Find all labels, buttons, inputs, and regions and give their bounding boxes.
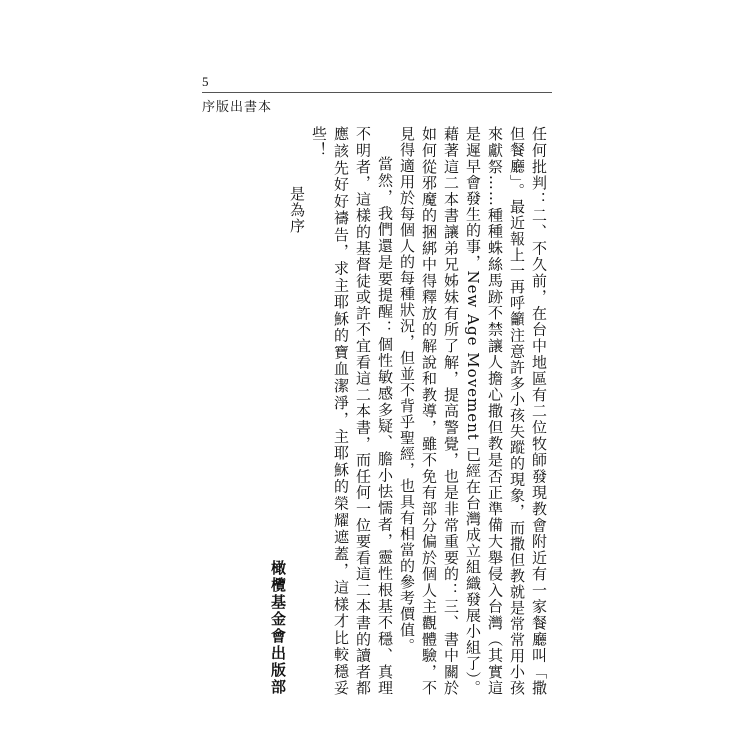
paragraph-1: 任何批判：二、不久前，在台中地區有二位牧師發現教會附近有一家餐廳叫「撒但餐廳」。最近報上一再呼籲注意許多小孩失蹤的現象，而撒但教就是常常用小孩來獻祭……種種蛛絲馬跡不禁讓人擔心撒但教是否正準備大舉侵入台灣（其實這是遲早會發生的事，New Age Movement 已經在台灣成立組織發展小組了）。藉著這二本書讓弟兄姊妹有所了解，提高警覺，也是非常重要的：三、書中關於如何從邪魔的捆綁中得釋放的解說和教導，雖不免有部分偏於個人主觀體驗，不見得適用於每個人的每種狀況，但並不背乎聖經，也具有相當的參考價值。 — [398, 126, 548, 696]
signoff-line: 是為序 — [288, 186, 306, 234]
preface-body — [276, 126, 550, 696]
running-head: 序版出書本 — [202, 100, 273, 115]
header-rule — [202, 92, 552, 93]
publisher-signature: 橄欖基金會出版部 — [269, 560, 287, 696]
page-number: 5 — [202, 74, 209, 89]
paragraph-2: 當然，我們還是要提醒：個性敏感多疑、膽小怯懦者，靈性根基不穩、真理不明者，這樣的基督徒或許不宜看這二本書，而任何一位要看這二本書的讀者都應該先好好禱告，求主耶穌的寶血潔淨，主耶穌的榮耀遮蓋，這樣才比較穩妥些！ — [310, 126, 394, 696]
